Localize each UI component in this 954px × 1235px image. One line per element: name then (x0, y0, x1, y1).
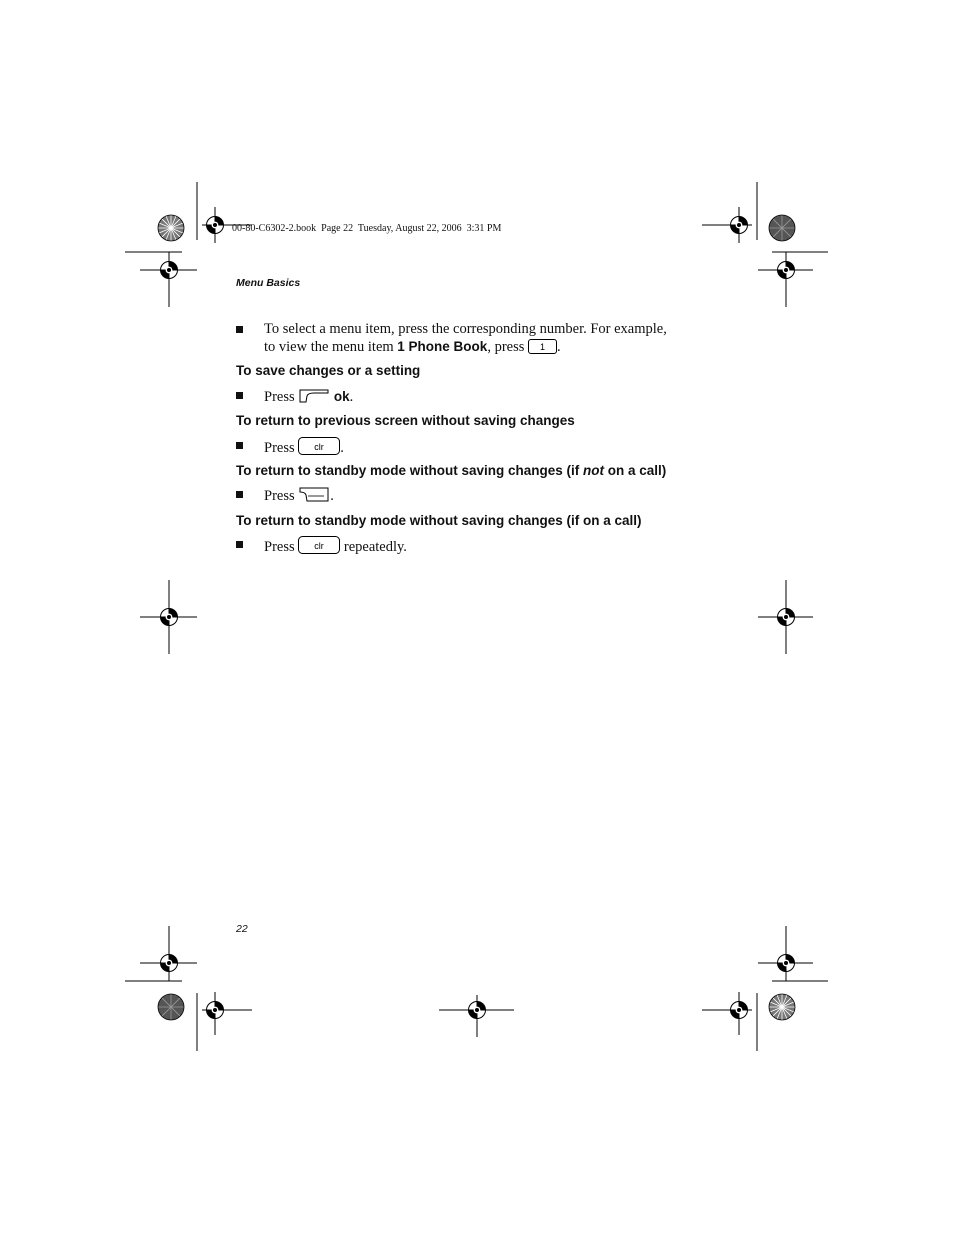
heading-standby-on-call: To return to standby mode without saving changes (if on a call) (236, 513, 642, 528)
key-1-icon (528, 339, 557, 354)
slug-line: 00-80-C6302-2.book Page 22 Tuesday, August 22, 2006 3:31 PM (232, 223, 502, 234)
end-key-icon (298, 486, 330, 503)
heading-return-previous: To return to previous screen without saving changes (236, 413, 575, 428)
bullet-icon (236, 392, 243, 399)
ok-label: ok (333, 389, 350, 404)
starburst-target-bottom-right (769, 994, 795, 1020)
bullet-icon (236, 541, 243, 548)
svg-text:1: 1 (539, 342, 546, 352)
svg-text:clr: clr (314, 442, 324, 452)
bullet-icon (236, 326, 243, 333)
clr-key-icon (298, 437, 340, 455)
running-header: Menu Basics (236, 277, 301, 289)
starburst-target-top-right (769, 215, 795, 241)
intro-line-2: to view the menu item 1 Phone Book, press 1 . (264, 339, 561, 355)
clr-key-icon (298, 536, 340, 554)
standby-on-call-step: Press clr repeatedly. (236, 536, 736, 556)
heading-standby-not-on-call: To return to standby mode without saving changes (if not on a call) (236, 463, 667, 478)
standby-not-on-call-step: Press . (236, 486, 736, 506)
starburst-target-bottom-left (158, 994, 184, 1020)
heading-save-changes: To save changes or a setting (236, 363, 421, 378)
starburst-target-top-left (158, 215, 184, 241)
menu-item-name: 1 Phone Book (397, 339, 488, 354)
left-softkey-icon (298, 387, 330, 404)
page-number: 22 (236, 923, 248, 935)
bullet-icon (236, 491, 243, 498)
save-changes-step: Press ok. (236, 387, 736, 407)
svg-text:clr: clr (314, 541, 324, 551)
bullet-icon (236, 442, 243, 449)
intro-list-item (236, 321, 736, 357)
intro-line-1: To select a menu item, press the corresponding number. For example, (264, 321, 667, 337)
return-previous-step: Press clr . (236, 437, 736, 457)
